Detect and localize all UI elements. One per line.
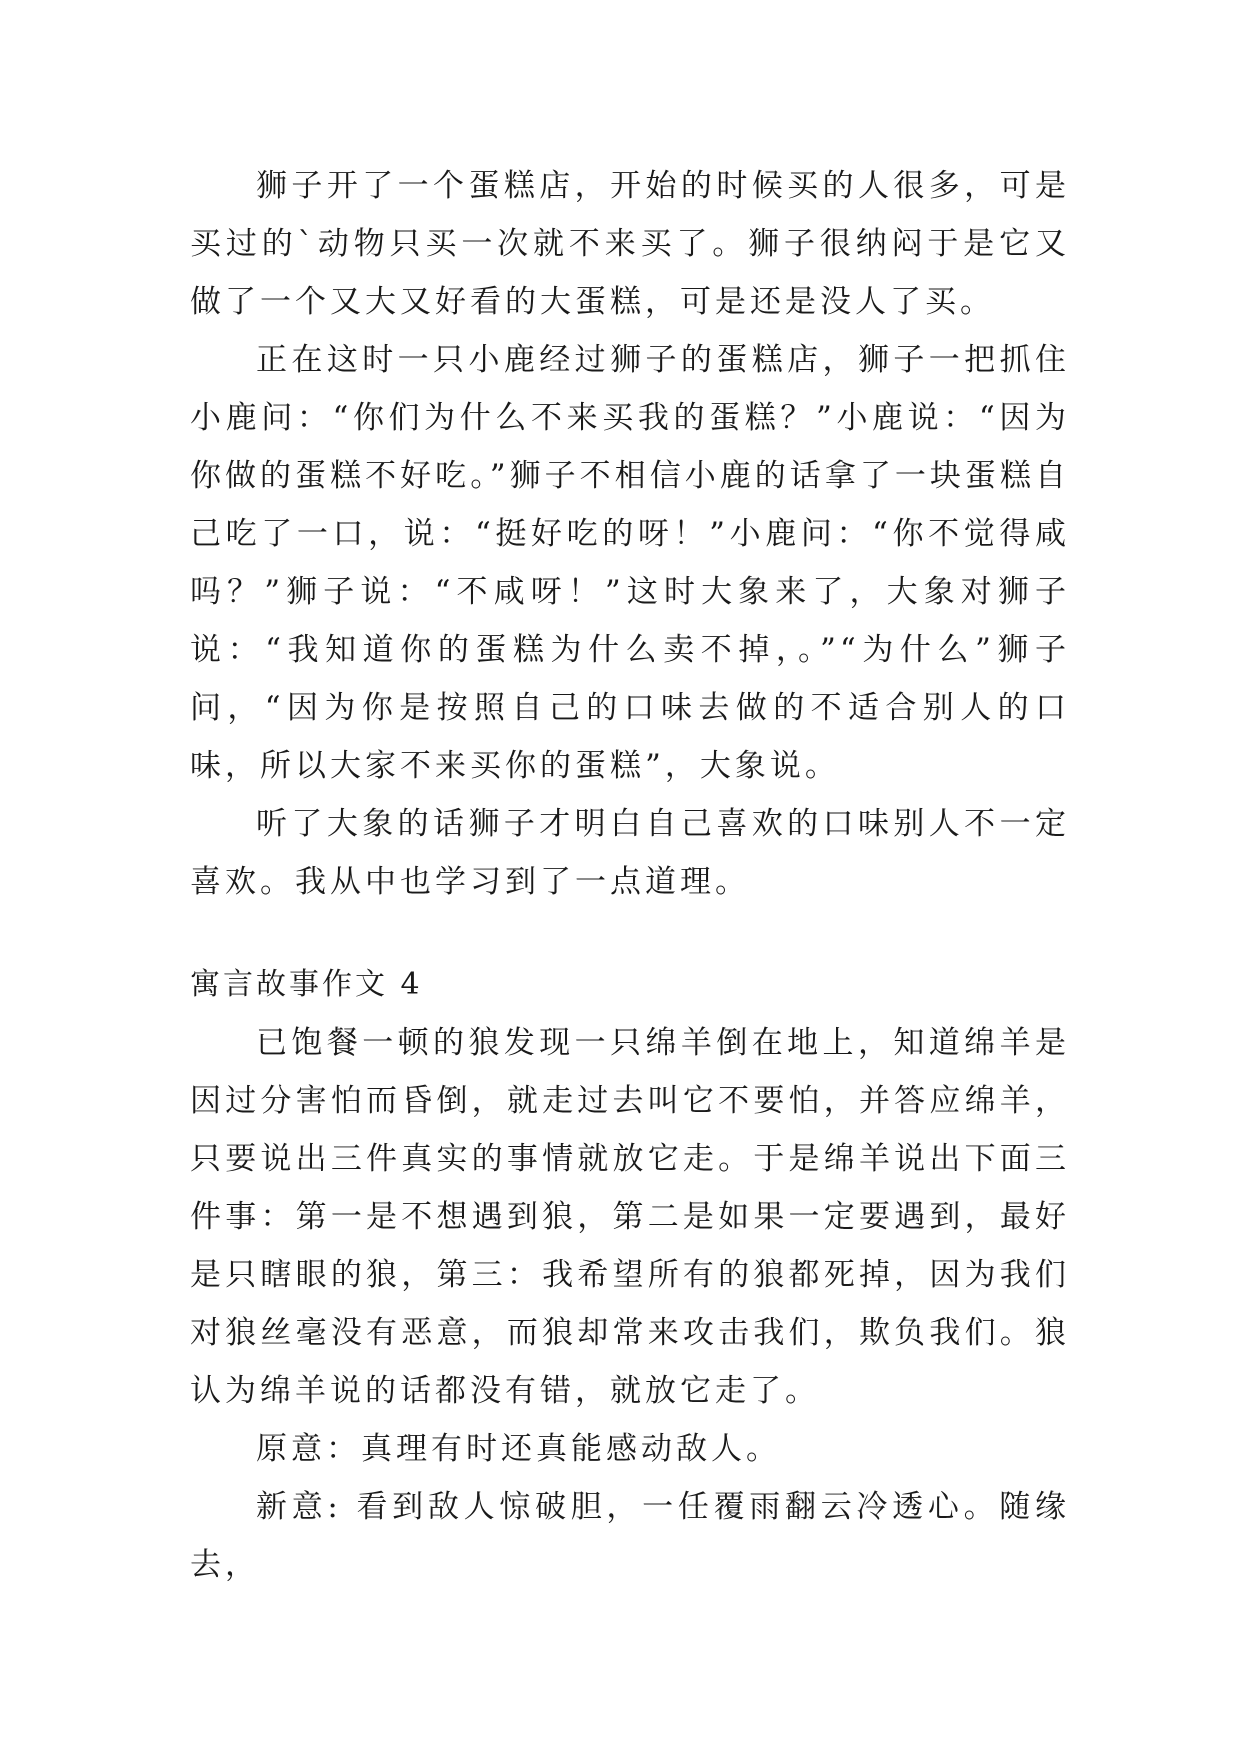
paragraph-original-meaning: 原意：真理有时还真能感动敌人。 (256, 1431, 781, 1467)
paragraph-lion-cake-shop: 狮子开了一个蛋糕店，开始的时候买的人很多，可是买过的`动物只买一次就不来买了。狮子很纳闷于是它又做了一个又大又好看的大蛋糕，可是还是没人了买。 (190, 168, 1070, 320)
paragraph-deer-conversation: 正在这时一只小鹿经过狮子的蛋糕店，狮子一把抓住小鹿问：“你们为什么不来买我的蛋糕？”小鹿说：“因为你做的蛋糕不好吃。”狮子不相信小鹿的话拿了一块蛋糕自己吃了一口，说：“挺好吃的呀！”小鹿问：“你不觉得咸吗？”狮子说：“不咸呀！”这时大象来了，大象对狮子说：“我知道你的蛋糕为什么卖不掉，。”“为什么”狮子问，“因为你是按照自己的口味去做的不适合别人的口味，所以大家不来买你的蛋糕”，大象说。 (190, 342, 1070, 784)
paragraph-lion-lesson: 听了大象的话狮子才明白自己喜欢的口味别人不一定喜欢。我从中也学习到了一点道理。 (190, 806, 1070, 900)
document-body (190, 157, 1070, 1594)
paragraph-wolf-and-sheep: 已饱餐一顿的狼发现一只绵羊倒在地上，知道绵羊是因过分害怕而昏倒，就走过去叫它不要怕，并答应绵羊，只要说出三件真实的事情就放它走。于是绵羊说出下面三件事：第一是不想遇到狼，第二是如果一定要遇到，最好是只瞎眼的狼，第三：我希望所有的狼都死掉，因为我们对狼丝毫没有恶意，而狼却常来攻击我们，欺负我们。狼认为绵羊说的话都没有错，就放它走了。 (190, 1025, 1070, 1409)
section-heading: 寓言故事作文 4 (190, 967, 423, 1002)
paragraph-new-meaning: 新意: 看到敌人惊破胆，一任覆雨翻云冷透心。随缘去， (190, 1489, 1070, 1583)
